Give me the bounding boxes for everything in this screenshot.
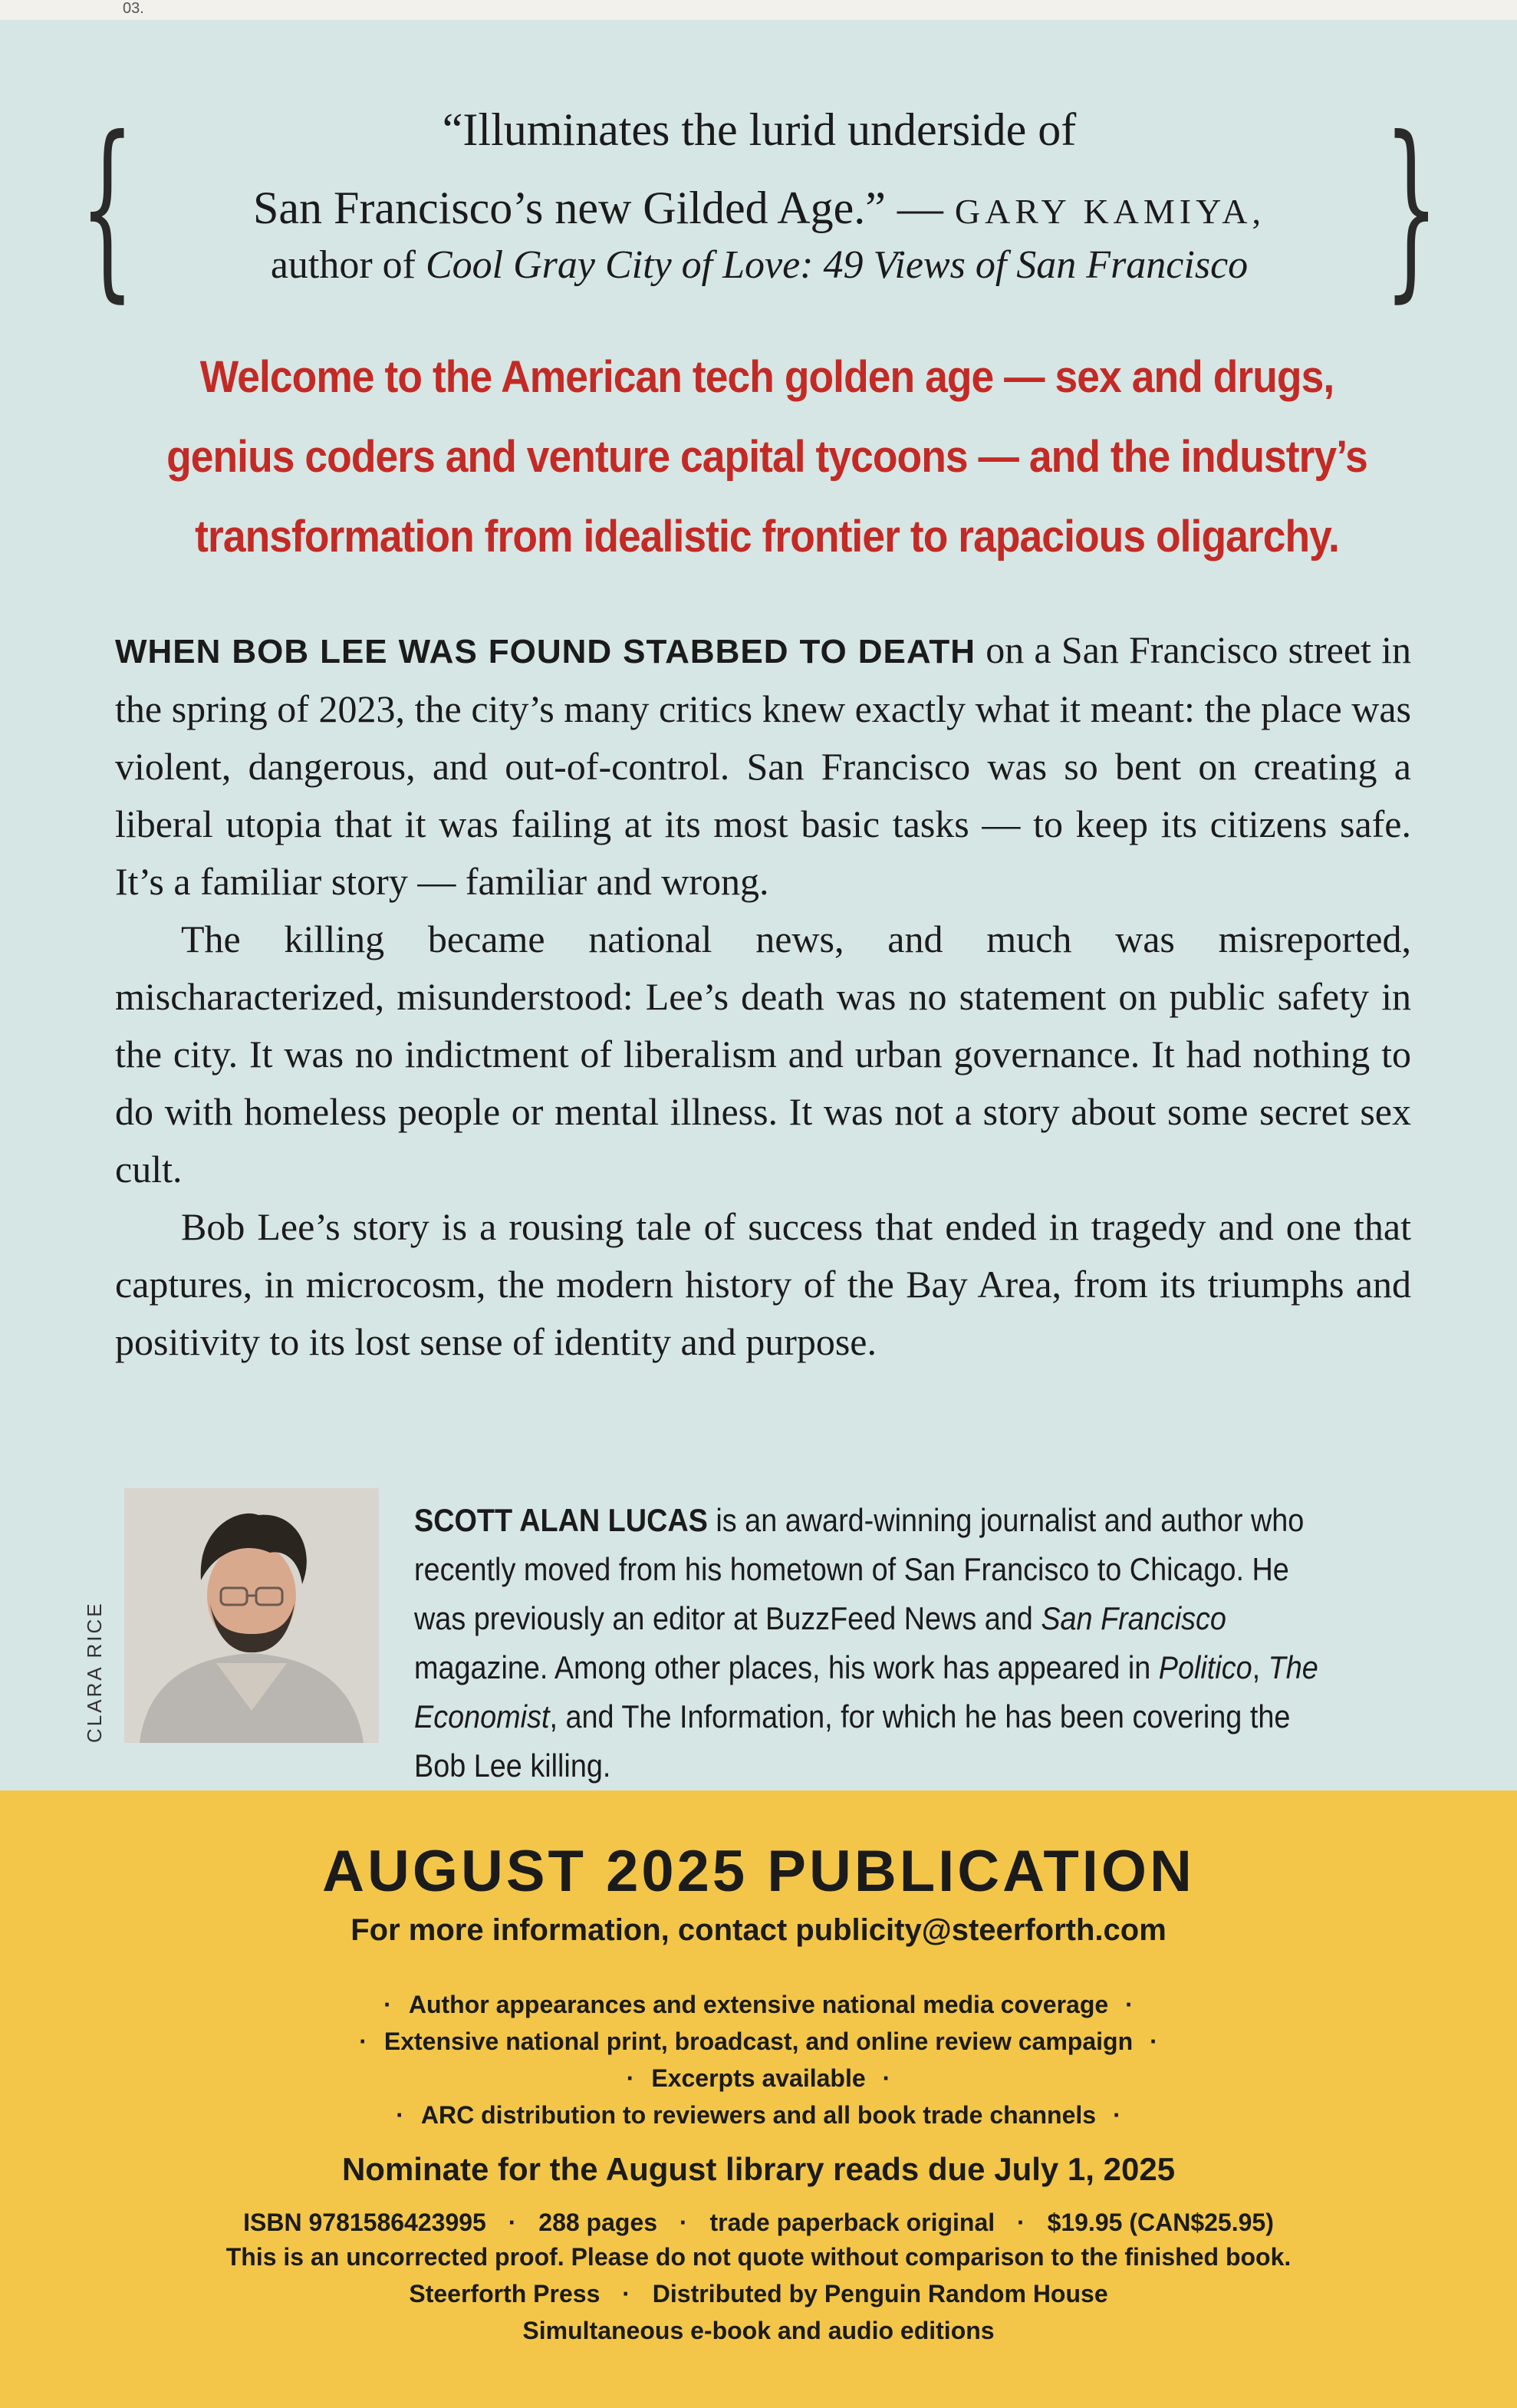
quote-line-1: “Illuminates the lurid underside of (442, 104, 1077, 155)
book-specs (0, 2209, 1517, 2237)
publisher: Steerforth Press (409, 2280, 601, 2308)
quote-line-2: San Francisco’s new Gilded Age.” — (253, 183, 943, 233)
blurb-quote (80, 91, 1439, 319)
publisher-line (0, 2280, 1517, 2308)
bullet-dot-icon: · (882, 2064, 891, 2092)
body-paragraph-2: The killing became national news, and much was misreported, mischaracterized, misunderstood: Lee’s death was no statement on public safety in the city. It was no indictment of liberalism and urban governance. It had nothing to do with homeless people or mental illness. It was not a story about some secret sex cult. (115, 917, 1411, 1191)
library-reads-note: Nominate for the August library reads due July 1, 2025 (341, 2151, 1176, 2187)
bio-text-4: , and The Information, for which he has been covering the Bob Lee killing. (414, 1698, 1291, 1784)
proof-disclaimer: This is an uncorrected proof. Please do not quote without comparison to the finished book. (225, 2243, 1292, 2271)
bullet-item: · Excerpts available · (0, 2060, 1517, 2097)
bio-text-1: is an award-winning journalist and author who recently moved from his hometown of San Francisco to Chicago. He was previously an editor at BuzzFeed News and (414, 1502, 1305, 1636)
bullet-dot-icon: · (383, 1991, 392, 2018)
bio-politico: Politico (1158, 1649, 1252, 1685)
distributor: Distributed by Penguin Random House (652, 2280, 1108, 2308)
author-photo (124, 1488, 379, 1743)
price: $19.95 (CAN$25.95) (1047, 2209, 1274, 2236)
author-name: SCOTT ALAN LUCAS (414, 1502, 708, 1538)
quote-book-title: Cool Gray City of Love: 49 Views of San Francisco (426, 243, 1249, 287)
bullet-dot-icon: · (396, 2101, 404, 2129)
publicity-contact: For more information, contact publicity@steerforth.com (350, 1913, 1167, 1947)
separator-dot-icon: · (679, 2209, 688, 2236)
bio-text-3: , (1252, 1649, 1269, 1685)
quote-text (84, 91, 1434, 251)
quote-credit (84, 235, 1434, 296)
separator-dot-icon: · (622, 2280, 630, 2308)
bio-economist: The Economist (414, 1649, 1318, 1734)
author-bio (414, 1496, 1325, 1790)
separator-dot-icon: · (508, 2209, 517, 2236)
quote-credit-prefix: author of (270, 243, 416, 287)
bullet-dot-icon: · (1125, 1991, 1134, 2018)
bullet-dot-icon: · (1150, 2028, 1158, 2055)
bullet-dot-icon: · (359, 2028, 367, 2055)
page-count: 288 pages (538, 2209, 658, 2236)
headline (118, 338, 1417, 577)
bio-text-2: magazine. Among other places, his work has appeared in (414, 1649, 1159, 1685)
bio-magazine: San Francisco (1041, 1600, 1226, 1636)
corner-mark: 03. (123, 0, 144, 17)
body-copy (115, 621, 1411, 1371)
bullet-item: · ARC distribution to reviewers and all book trade channels · (0, 2097, 1517, 2133)
body-lead-in: WHEN BOB LEE WAS FOUND STABBED TO DEATH (115, 633, 976, 670)
body-paragraph-3: Bob Lee’s story is a rousing tale of success that ended in tragedy and one that captures, in microcosm, the modern history of the Bay Area, from its triumphs and positivity to its lost sense of identity and purpose. (115, 1205, 1411, 1363)
marketing-bullets (0, 1986, 1517, 2133)
body-paragraph-1-text: on a San Francisco street in the spring of 2023, the city’s many critics knew exactly what it meant: the place was violent, dangerous, and out-of-control. San Francisco was so bent on creating a liberal utopia that it was failing at its most basic tasks — to keep its citizens safe. It’s a familiar story — familiar and wrong. (115, 628, 1412, 903)
publication-panel (0, 1790, 1517, 2408)
right-brace-icon: } (1384, 96, 1439, 319)
photo-credit: CLARA RICE (83, 1601, 106, 1743)
separator-dot-icon: · (1017, 2209, 1025, 2236)
paper-strip (0, 0, 1517, 20)
left-brace-icon: { (80, 96, 135, 319)
publication-title: AUGUST 2025 PUBLICATION (322, 1839, 1195, 1904)
author-portrait-icon (124, 1488, 379, 1743)
bullet-item: · Author appearances and extensive national media coverage · (0, 1986, 1517, 2023)
editions-note: Simultaneous e-book and audio editions (522, 2317, 995, 2344)
headline-line-1: Welcome to the American tech golden age — sex and drugs, (199, 352, 1334, 402)
isbn: ISBN 9781586423995 (243, 2209, 486, 2236)
body-paragraph-1 (115, 621, 1411, 911)
bullet-dot-icon: · (626, 2064, 635, 2092)
bullet-dot-icon: · (1113, 2101, 1121, 2129)
headline-line-3: transformation from idealistic frontier to rapacious oligarchy. (195, 512, 1339, 562)
headline-line-2: genius coders and venture capital tycoons — and the industry’s (166, 432, 1367, 482)
bullet-item: · Extensive national print, broadcast, and online review campaign · (0, 2023, 1517, 2060)
book-format: trade paperback original (709, 2209, 995, 2236)
quote-attribution: GARY KAMIYA, (954, 192, 1265, 231)
